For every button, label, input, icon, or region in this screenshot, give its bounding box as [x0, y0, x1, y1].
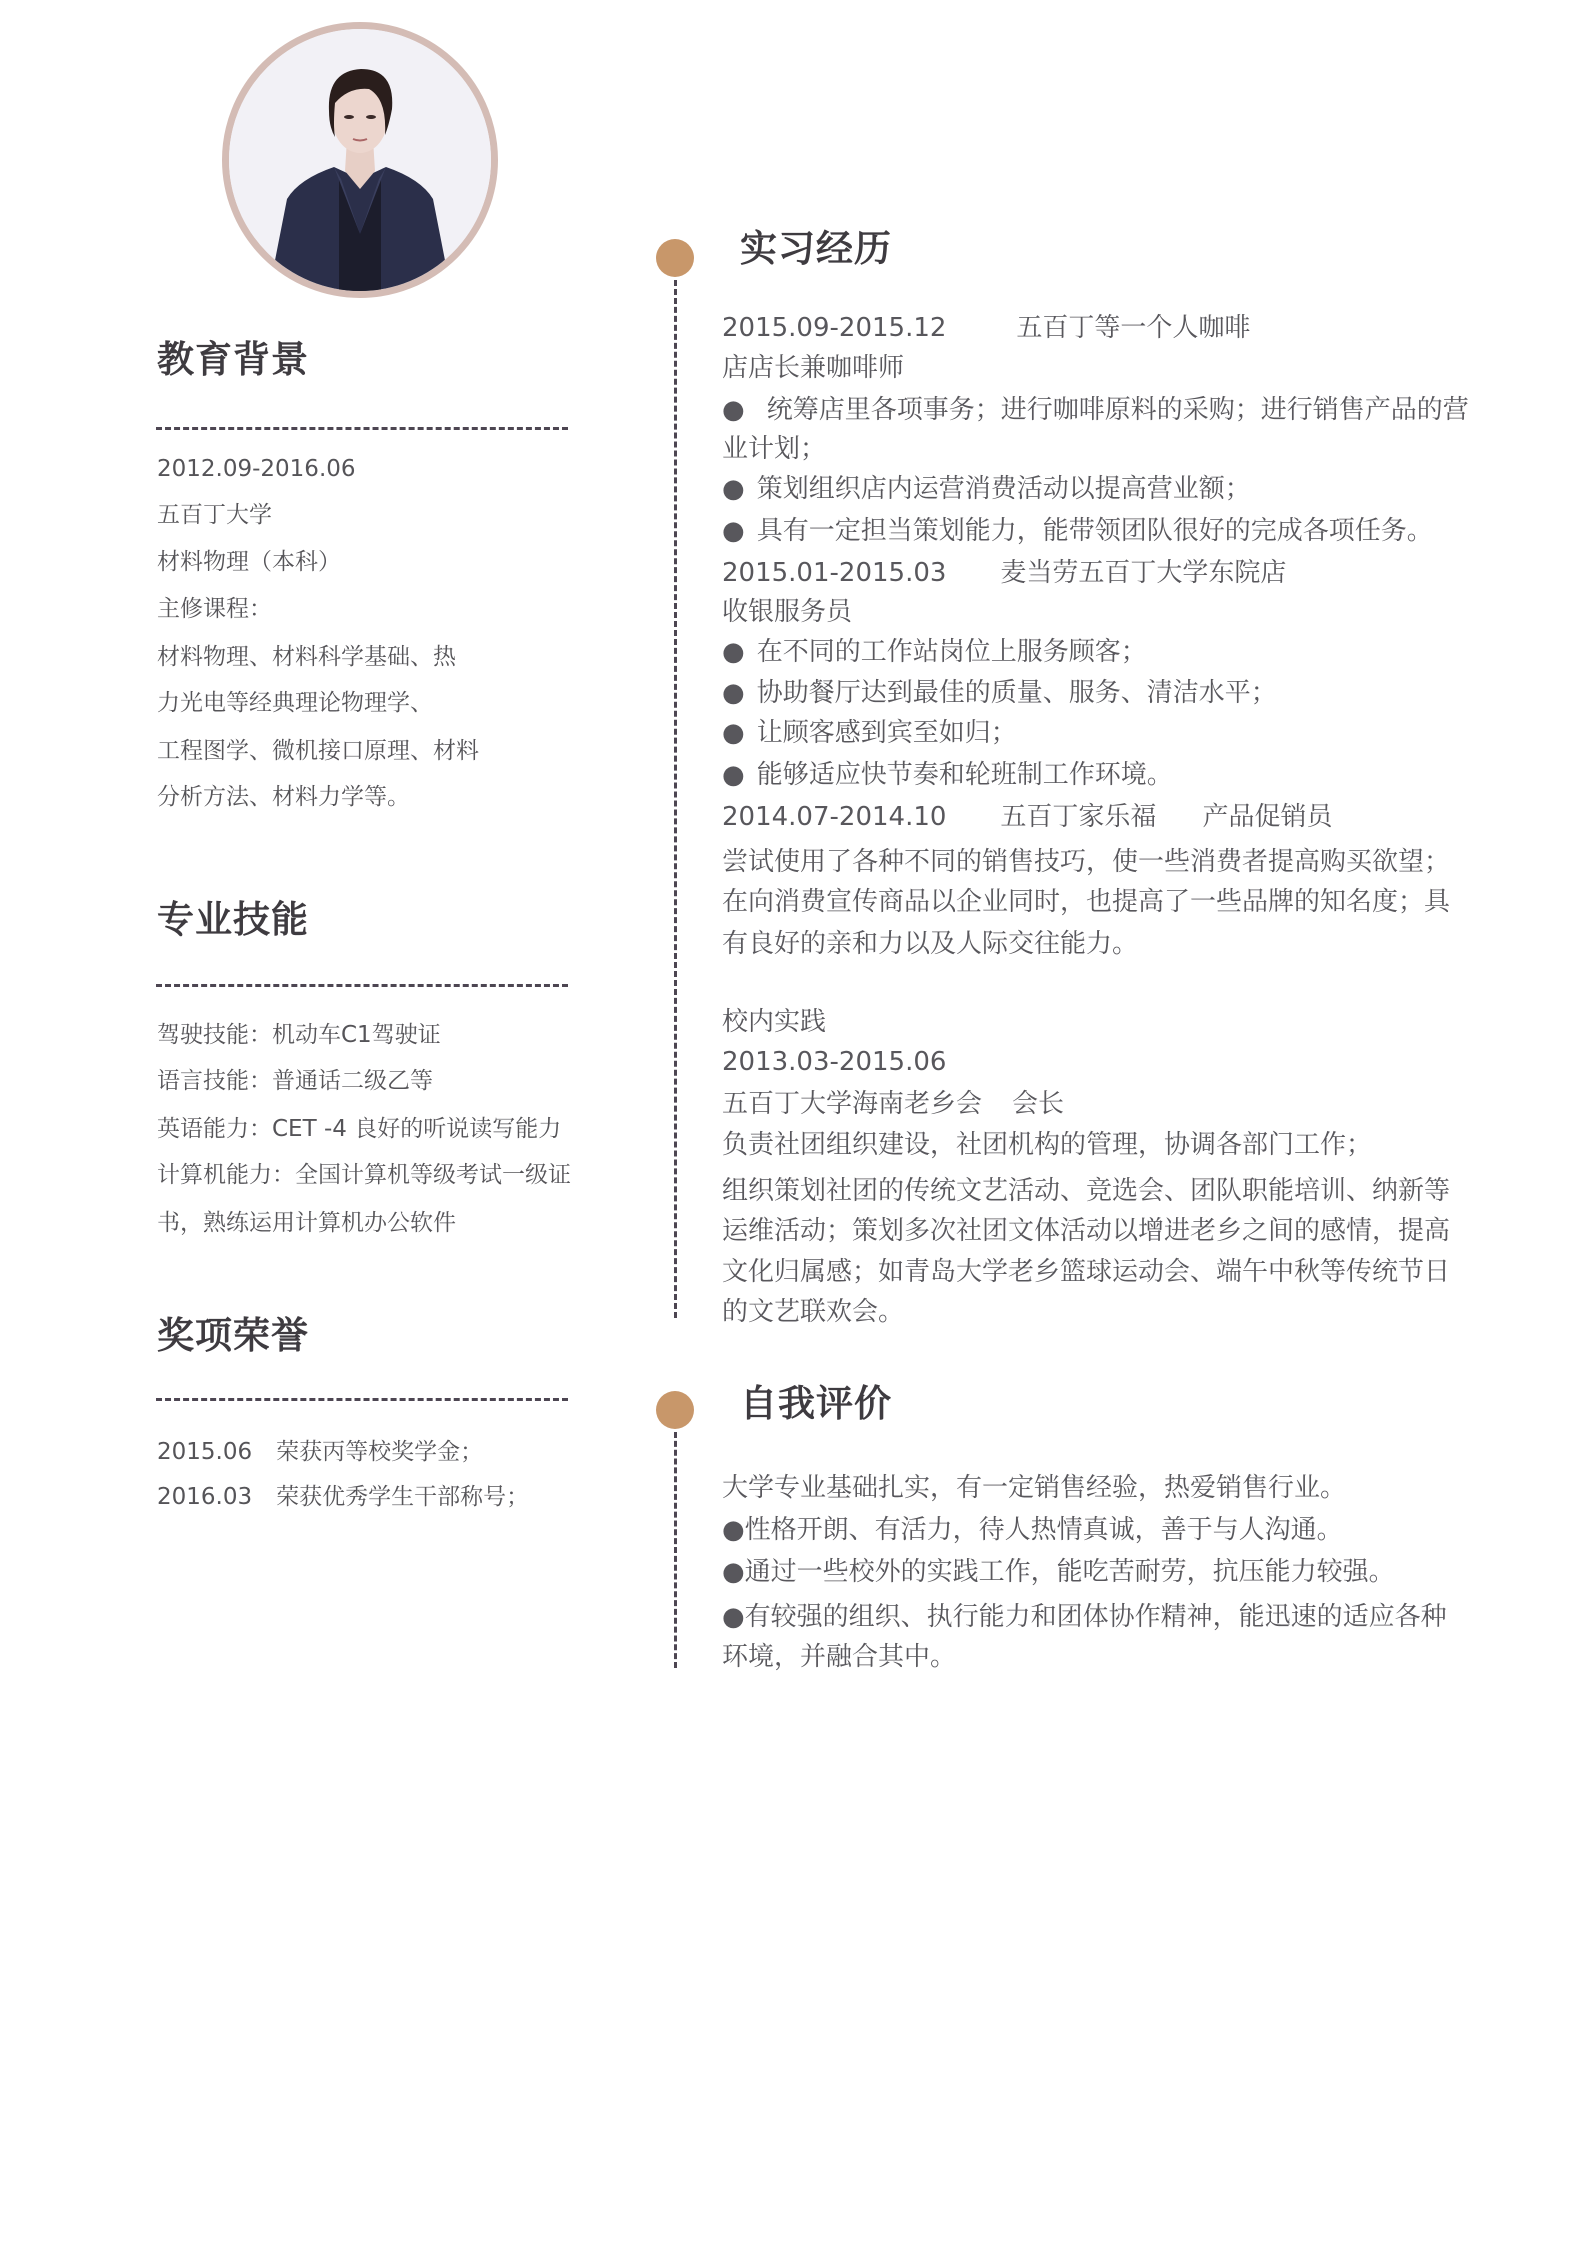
campus-org: 五百丁大学海南老乡会 会长 [722, 1089, 1065, 1119]
award-text: 荣获优秀学生干部称号； [276, 1484, 530, 1510]
job-bullet: ● 能够适应快节奏和轮班制工作环境。 [722, 760, 1173, 790]
job-bullet: ● 具有一定担当策划能力，能带领团队很好的完成各项任务。 [722, 516, 1433, 546]
job-period: 2014.07-2014.10 [722, 802, 947, 832]
bullet-icon: ● [722, 395, 745, 425]
edu-major: 材料物理（本科） [157, 549, 341, 575]
self-eval-heading: 自我评价 [740, 1382, 892, 1425]
skill-item: 英语能力：CET -4 良好的听说读写能力 [157, 1116, 562, 1142]
job-header [722, 557, 1286, 589]
job-role: 店店长兼咖啡师 [722, 353, 905, 383]
job-desc: 尝试使用了各种不同的销售技巧，使一些消费者提高购买欲望； [722, 847, 1451, 877]
job-bullet: ● 在不同的工作站岗位上服务顾客； [722, 637, 1147, 667]
timeline-dashed-line [674, 280, 677, 1318]
campus-label: 校内实践 [722, 1007, 827, 1037]
bullet-icon: ● [722, 637, 745, 667]
edu-courses-line: 材料物理、材料科学基础、热 [157, 644, 456, 670]
job-bullet: ● 策划组织店内运营消费活动以提高营业额； [722, 474, 1251, 504]
job-company: 五百丁家乐福 [1000, 802, 1157, 832]
edu-courses-label: 主修课程： [157, 596, 272, 622]
section-dot-icon [656, 239, 694, 277]
job-period: 2015.09-2015.12 [722, 313, 947, 343]
campus-role: 会长 [1012, 1089, 1065, 1119]
job-header [722, 801, 1332, 833]
education-divider [156, 427, 568, 430]
edu-courses-line: 工程图学、微机接口原理、材料 [157, 738, 479, 764]
awards-heading: 奖项荣誉 [157, 1314, 309, 1357]
bullet-icon: ● [722, 678, 745, 708]
job-company: 麦当劳五百丁大学东院店 [1000, 558, 1287, 588]
campus-desc: 的文艺联欢会。 [722, 1297, 905, 1327]
skills-heading: 专业技能 [157, 898, 309, 941]
skill-item: 语言技能：普通话二级乙等 [157, 1068, 433, 1094]
award-item [157, 1482, 529, 1512]
self-eval-line: ●通过一些校外的实践工作，能吃苦耐劳，抗压能力较强。 [722, 1557, 1395, 1587]
avatar [222, 22, 498, 298]
skills-divider [156, 984, 568, 987]
skill-item: 驾驶技能：机动车C1驾驶证 [157, 1022, 441, 1048]
bullet-icon: ● [722, 474, 745, 504]
job-bullet: ● 让顾客感到宾至如归； [722, 718, 1017, 748]
award-text: 荣获丙等校奖学金； [276, 1439, 484, 1465]
portrait-photo [229, 29, 491, 291]
award-item [157, 1437, 483, 1467]
edu-courses-line: 力光电等经典理论物理学、 [157, 690, 433, 716]
timeline-dashed-line [674, 1432, 677, 1668]
internship-heading: 实习经历 [740, 227, 892, 270]
campus-desc: 负责社团组织建设，社团机构的管理，协调各部门工作； [722, 1130, 1373, 1160]
award-date: 2015.06 [157, 1439, 253, 1465]
job-bullet-continuation: 业计划； [722, 434, 827, 464]
job-header [722, 312, 1250, 344]
award-date: 2016.03 [157, 1484, 253, 1510]
skill-item: 计算机能力：全国计算机等级考试一级证 [157, 1162, 571, 1188]
bullet-icon: ● [722, 516, 745, 546]
self-eval-line: ●性格开朗、有活力，待人热情真诚，善于与人沟通。 [722, 1515, 1343, 1545]
campus-period: 2013.03-2015.06 [722, 1047, 947, 1077]
edu-school: 五百丁大学 [157, 502, 272, 528]
section-dot-icon [656, 1391, 694, 1429]
self-eval-line: ●有较强的组织、执行能力和团体协作精神，能迅速的适应各种 [722, 1602, 1447, 1632]
job-period: 2015.01-2015.03 [722, 558, 947, 588]
job-role: 产品促销员 [1202, 802, 1333, 832]
self-eval-line: 环境，并融合其中。 [722, 1642, 957, 1672]
job-desc: 在向消费宣传商品以企业同时，也提高了一些品牌的知名度；具 [722, 887, 1451, 917]
job-role: 收银服务员 [722, 597, 853, 627]
edu-courses-line: 分析方法、材料力学等。 [157, 784, 410, 810]
edu-period: 2012.09-2016.06 [157, 456, 356, 482]
education-heading: 教育背景 [157, 338, 309, 381]
job-bullet: ● 协助餐厅达到最佳的质量、服务、清洁水平； [722, 678, 1277, 708]
job-bullet: ● 统筹店里各项事务；进行咖啡原料的采购；进行销售产品的营 [722, 395, 1469, 425]
awards-divider [156, 1398, 568, 1401]
campus-desc: 文化归属感；如青岛大学老乡篮球运动会、端午中秋等传统节日 [722, 1257, 1451, 1287]
skill-item: 书，熟练运用计算机办公软件 [157, 1210, 456, 1236]
campus-desc: 运维活动；策划多次社团文体活动以增进老乡之间的感情，提高 [722, 1216, 1451, 1246]
job-desc: 有良好的亲和力以及人际交往能力。 [722, 929, 1139, 959]
bullet-icon: ● [722, 718, 745, 748]
campus-desc: 组织策划社团的传统文艺活动、竞选会、团队职能培训、纳新等 [722, 1176, 1451, 1206]
self-eval-line: 大学专业基础扎实，有一定销售经验，热爱销售行业。 [722, 1473, 1347, 1503]
bullet-icon: ● [722, 760, 745, 790]
job-company: 五百丁等一个人咖啡 [1016, 313, 1251, 343]
